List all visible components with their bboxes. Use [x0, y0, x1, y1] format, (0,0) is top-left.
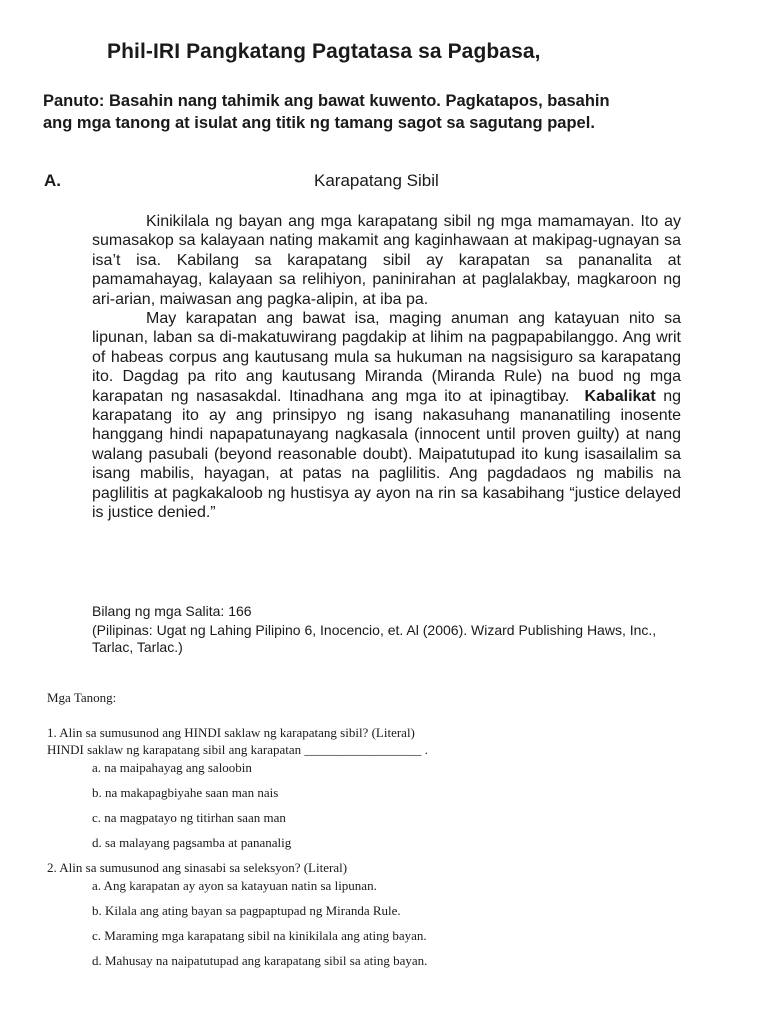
instructions: [43, 90, 758, 134]
question-text: 1. Alin sa sumusunod ang HINDI saklaw ng karapatang sibil? (Literal): [47, 725, 415, 740]
answer-choice: c. na magpatayo ng titirhan saan man: [92, 810, 286, 825]
question-text: 2. Alin sa sumusunod ang sinasabi sa seleksyon? (Literal): [47, 860, 348, 875]
answer-choice: b. na makapagbiyahe saan man nais: [92, 785, 279, 800]
story-paragraph: Kinikilala ng bayan ang mga karapatang sibil ng mga mamamayan. Ito ay sumasakop sa kalayaan nating makamit ang kaginhawaan at makipag-ugnayan sa isa’t isa. Kabilang sa karapatang sibil ay karapatan sa pananalita at pamamahayag, kalayaan sa relihiyon, paninirahan at paglalakbay, magkaroon ng ari-arian, maiwasan ang pagka-alipin, at iba pa.: [92, 213, 681, 308]
citation: (Pilipinas: Ugat ng Lahing Pilipino 6, Inocencio, et. Al (2006). Wizard Publishing Haws, Inc., Tarlac, Tarlac.): [92, 622, 657, 655]
section-letter: A.: [44, 171, 61, 190]
story-text: [92, 212, 681, 523]
answer-choice: d. Mahusay na naipatutupad ang karapatang sibil sa ating bayan.: [92, 953, 428, 968]
word-count: Bilang ng mga Salita: 166: [92, 603, 252, 619]
answer-choice: a. na maipahayag ang saloobin: [92, 760, 252, 775]
answer-choice: b. Kilala ang ating bayan sa pagpaptupad ng Miranda Rule.: [92, 903, 401, 918]
story-bold-word: Kabalikat: [584, 387, 656, 405]
story-paragraph: [92, 309, 681, 522]
document-title: Phil-IRI Pangkatang Pagtatasa sa Pagbasa,: [107, 40, 541, 63]
questions-heading: Mga Tanong:: [47, 690, 117, 705]
answer-choice: a. Ang karapatan ay ayon sa katayuan natin sa lipunan.: [92, 878, 377, 893]
story-text-run: May karapatan ang bawat isa, maging anuman ang katayuan nito sa lipunan, laban sa di-makatuwirang pagdakip at lihim na pagpapabilanggo. Ang writ of habeas corpus ang kautusang mula sa hukuman na nagsisiguro sa karapatang ito. Dagdag pa rito ang kautusang Miranda (Miranda Rule) na buod ng mga karapatan ng nasasakdal. Itinadhana ang mga ito at ipinagtibay.: [92, 310, 681, 405]
answer-choice: c. Maraming mga karapatang sibil na kinikilala ang ating bayan.: [92, 928, 427, 943]
question-fill-in: HINDI saklaw ng karapatang sibil ang karapatan __________________ .: [47, 742, 428, 757]
answer-choice: d. sa malayang pagsamba at pananalig: [92, 835, 292, 850]
story-text-run: ng karapatang ito ay ang prinsipyo ng isang nakasuhang mananatiling inosente hanggang hindi napapatunayang nagkasala (innocent until proven guilty) at nang walang pasubali (beyond reasonable doubt). Maipatutupad ito kung isasailalim sa isang mabilis, hayagan, at patas na paglilitis. Ang pagdadaos ng mabilis na paglilitis at pagkakaloob ng hustisya ay ayon na rin sa kasabihang “justice delayed is justice denied.”: [92, 387, 682, 522]
section-title: Karapatang Sibil: [314, 171, 439, 190]
instructions-line: ang mga tanong at isulat ang titik ng tamang sagot sa sagutang papel.: [43, 114, 595, 132]
instructions-line: Panuto: Basahin nang tahimik ang bawat kuwento. Pagkatapos, basahin: [43, 92, 610, 110]
